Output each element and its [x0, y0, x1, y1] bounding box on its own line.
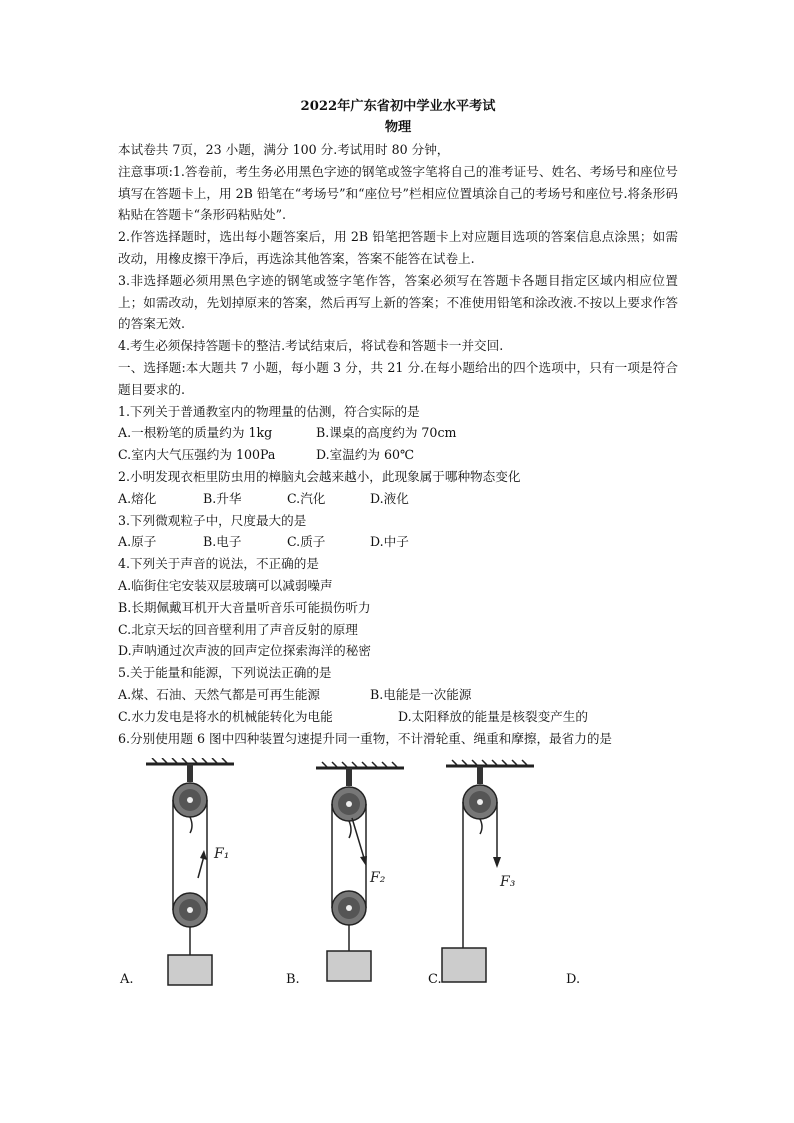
note-1: 注意事项:1.答卷前，考生务必用黑色字迹的钢笔或签字笔将自己的准考证号、姓名、考场号和座位号填写在答题卡上，用 2B 铅笔在“考场号”和“座位号”栏相应位置填涂自己的考场号和座位号.将条形码粘贴在答题卡“条形码粘贴处”.	[118, 163, 678, 223]
q2-option-b[interactable]: B.升华	[203, 490, 242, 506]
q3-option-c[interactable]: C.质子	[287, 534, 326, 550]
q1-option-c[interactable]: C.室内大气压强约为 100Pa	[118, 447, 276, 463]
option-label-c[interactable]: C.	[428, 972, 442, 987]
q3-stem: 3.下列微观粒子中，尺度最大的是	[118, 512, 307, 528]
q5-option-a[interactable]: A.煤、石油、天然气都是可再生能源	[118, 686, 321, 702]
pulley-system-a[interactable]	[138, 758, 258, 988]
q2-stem: 2.小明发现衣柜里防虫用的樟脑丸会越来越小，此现象属于哪种物态变化	[118, 468, 521, 484]
force-label-f2: F₂	[370, 870, 386, 886]
force-label-f3: F₃	[500, 874, 516, 890]
q6-stem: 6.分别使用题 6 图中四种装置匀速提升同一重物，不计滑轮重、绳重和摩擦，最省力的是	[118, 730, 613, 746]
q1-options-row2	[118, 444, 678, 466]
q1-options-row1	[118, 422, 678, 444]
q4-option-c[interactable]: C.北京天坛的回音壁利用了声音反射的原理	[118, 621, 358, 637]
q5-options-row2	[118, 706, 678, 728]
q2-options	[118, 488, 678, 510]
q1-option-b[interactable]: B.课桌的高度约为 70cm	[316, 425, 457, 441]
q3-option-a[interactable]: A.原子	[118, 534, 157, 550]
q2-option-a[interactable]: A.熔化	[118, 490, 157, 506]
q1-option-a[interactable]: A.一根粉笔的质量约为 1kg	[118, 425, 273, 441]
section-heading: 一、选择题:本大题共 7 小题，每小题 3 分，共 21 分.在每小题给出的四个选项中，只有一项是符合题目要求的.	[118, 359, 678, 397]
q2-option-d[interactable]: D.液化	[370, 490, 409, 506]
q4-option-d[interactable]: D.声呐通过次声波的回声定位探索海洋的秘密	[118, 643, 371, 659]
exam-subject: 物理	[384, 120, 412, 135]
q5-option-d[interactable]: D.太阳释放的能量是核裂变产生的	[398, 708, 588, 724]
exam-intro: 本试卷共 7页，23 小题，满分 100 分.考试用时 80 分钟，	[118, 142, 450, 157]
pulley-system-c[interactable]	[438, 758, 558, 988]
option-label-a[interactable]: A.	[120, 972, 134, 987]
q3-option-b[interactable]: B.电子	[203, 534, 242, 550]
q1-stem: 1.下列关于普通教室内的物理量的估测，符合实际的是	[118, 403, 420, 419]
q4-stem: 4.下列关于声音的说法，不正确的是	[118, 556, 319, 572]
option-label-b[interactable]: B.	[286, 972, 300, 987]
q3-option-d[interactable]: D.中子	[370, 534, 409, 550]
exam-title: 2022年广东省初中学业水平考试	[300, 99, 496, 114]
q5-option-c[interactable]: C.水力发电是将水的机械能转化为电能	[118, 708, 333, 724]
note-2: 2.作答选择题时，选出每小题答案后，用 2B 铅笔把答题卡上对应题目选项的答案信息点涂黑；如需改动，用橡皮擦干净后，再选涂其他答案，答案不能答在试卷上.	[118, 229, 678, 266]
q1-option-d[interactable]: D.室温约为 60℃	[316, 447, 415, 463]
note-4: 4.考生必须保持答题卡的整洁.考试结束后，将试卷和答题卡一并交回.	[118, 338, 504, 354]
exam-page	[118, 96, 678, 749]
q5-options-row1	[118, 684, 678, 706]
option-label-d[interactable]: D.	[566, 972, 581, 987]
q4-option-a[interactable]: A.临街住宅安装双层玻璃可以减弱噪声	[118, 577, 333, 593]
q4-option-b[interactable]: B.长期佩戴耳机开大音量听音乐可能损伤听力	[118, 599, 371, 615]
pulley-system-b[interactable]	[308, 758, 428, 988]
q6-figure	[118, 758, 678, 998]
q5-stem: 5.关于能量和能源，下列说法正确的是	[118, 665, 332, 681]
q5-option-b[interactable]: B.电能是一次能源	[370, 686, 472, 702]
q3-options	[118, 531, 678, 553]
force-label-f1: F₁	[214, 846, 230, 862]
note-3: 3.非选择题必须用黑色字迹的钢笔或签字笔作答，答案必须写在答题卡各题目指定区域内相应位置上；如需改动，先划掉原来的答案，然后再写上新的答案；不准使用铅笔和涂改液.不按以上要求作答的答案无效.	[118, 272, 678, 332]
q2-option-c[interactable]: C.汽化	[287, 490, 326, 506]
